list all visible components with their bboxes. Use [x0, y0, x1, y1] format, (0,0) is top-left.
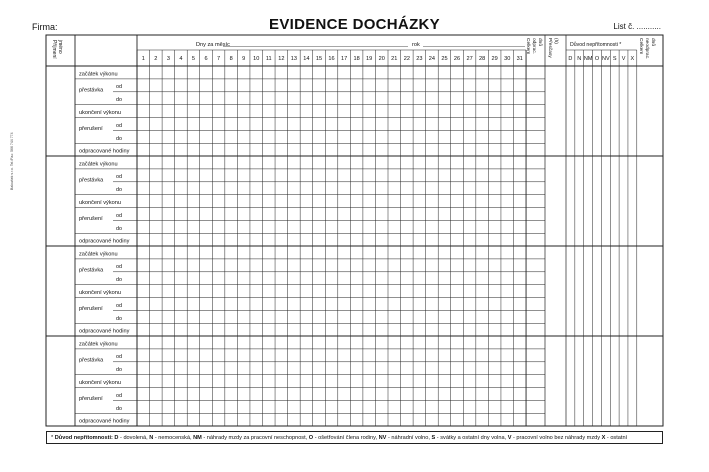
footer-code-d: D [114, 435, 119, 441]
footer-code-s: S [431, 435, 436, 441]
page-title: EVIDENCE DOCHÁZKY [269, 16, 440, 33]
day-number-31: 31 [516, 56, 523, 62]
row-worked-hours-label: odpracované hodiny [79, 418, 130, 425]
row-break-label: přestávka [79, 357, 104, 364]
row-end-label: ukončení výkonu [79, 200, 121, 206]
absence-code-o: O [594, 56, 600, 62]
absence-code-s: S [612, 56, 617, 62]
footer-text-x: - ostatní [605, 435, 628, 441]
day-number-9: 9 [242, 56, 246, 62]
day-number-29: 29 [491, 56, 498, 62]
row-end-label: ukončení výkonu [79, 110, 121, 116]
row-interrupt-label: přerušení [79, 306, 103, 312]
row-start-label: začátek výkonu [79, 71, 118, 78]
total-unworked-header: Celkem [638, 38, 643, 55]
absence-code-nm: NM [583, 56, 593, 62]
name-header: Příjmení [51, 40, 57, 59]
day-number-13: 13 [290, 56, 297, 62]
footer-star: * [51, 435, 54, 441]
day-number-1: 1 [141, 56, 145, 62]
total-unworked-header: dnů [650, 38, 655, 47]
row-end-label: ukončení výkonu [79, 380, 121, 386]
day-number-20: 20 [378, 56, 385, 62]
footer-text-nv: - náhradní volno, [386, 435, 432, 441]
row-interrupt-label: přerušení [79, 396, 103, 402]
day-number-12: 12 [278, 56, 285, 62]
row-from-label: od [116, 264, 122, 271]
footer-text-o: - ošetřování člena rodiny, [313, 435, 379, 441]
row-break-label: přestávka [79, 87, 104, 94]
row-interrupt-label: přerušení [79, 216, 103, 222]
day-number-23: 23 [416, 56, 423, 62]
row-from-label: od [116, 302, 122, 309]
footer-code-v: V [507, 435, 512, 441]
name-header-2: jméno [57, 40, 63, 54]
row-worked-hours-label: odpracované hodiny [79, 148, 130, 155]
total-worked-header: odprac. [531, 38, 536, 54]
day-number-19: 19 [366, 56, 373, 62]
day-number-25: 25 [441, 56, 448, 62]
row-end-label: ukončení výkonu [79, 290, 121, 296]
day-number-11: 11 [265, 56, 272, 62]
total-worked-header: Celkem [525, 38, 530, 55]
footer-legend [46, 431, 663, 444]
footer-text-d: - dovolená, [118, 435, 150, 441]
firma-label: Firma: [32, 22, 58, 32]
row-to-label: do [116, 405, 122, 412]
row-from-label: od [116, 122, 122, 129]
row-worked-hours-label: odpracované hodiny [79, 238, 130, 245]
footer-code-nm: NM [193, 435, 202, 441]
row-break-label: přestávka [79, 177, 104, 184]
row-to-label: do [116, 97, 122, 104]
footer-text-n: - nemocenská, [153, 435, 194, 441]
publisher-note: Baloušek s.r.o. Tel./Fax: 566 744 774 [10, 132, 14, 190]
footer-text-v: - pracovní volno bez náhrady mzdy [511, 435, 602, 441]
footer-text-s: - svátky a ostatní dny volna, [435, 435, 508, 441]
row-to-label: do [116, 225, 122, 232]
absence-code-d: D [568, 56, 573, 62]
row-from-label: od [116, 84, 122, 91]
row-from-label: od [116, 392, 122, 399]
overtime-header: (h) [553, 38, 558, 44]
day-number-26: 26 [453, 56, 461, 62]
day-number-8: 8 [229, 56, 233, 62]
row-from-label: od [116, 212, 122, 219]
absence-label: Důvod nepřítomnosti * [570, 42, 622, 48]
days-label: Dny za měsíc [196, 42, 230, 48]
row-break-label: přestávka [79, 267, 104, 274]
day-number-7: 7 [217, 56, 221, 62]
day-number-21: 21 [391, 56, 398, 62]
overtime-header: Přesčasy [547, 38, 552, 58]
year-label: rok [412, 42, 420, 48]
day-number-16: 16 [328, 56, 335, 62]
day-number-18: 18 [353, 56, 360, 62]
day-number-14: 14 [303, 56, 310, 62]
absence-code-n: N [577, 56, 582, 62]
row-to-label: do [116, 367, 122, 374]
table-frame [46, 35, 663, 426]
day-number-4: 4 [179, 56, 183, 62]
footer-code-n: N [149, 435, 154, 441]
day-number-2: 2 [154, 56, 158, 62]
row-to-label: do [116, 135, 122, 142]
row-start-label: začátek výkonu [79, 341, 118, 348]
day-number-15: 15 [315, 56, 323, 62]
day-number-27: 27 [466, 56, 473, 62]
row-from-label: od [116, 174, 122, 181]
footer-text-nm: - náhrady mzdy za pracovní neschopnost, [201, 435, 309, 441]
row-start-label: začátek výkonu [79, 251, 118, 258]
day-number-17: 17 [340, 56, 348, 62]
day-number-24: 24 [428, 56, 436, 62]
absence-code-x: X [630, 56, 635, 62]
row-to-label: do [116, 277, 122, 284]
absence-code-v: V [621, 56, 626, 62]
footer-code-x: X [601, 435, 606, 441]
day-number-5: 5 [191, 56, 196, 62]
day-number-3: 3 [166, 56, 170, 62]
footer-code-nv: NV [378, 435, 387, 441]
total-unworked-header: neodprac. [644, 38, 649, 60]
day-number-6: 6 [204, 56, 208, 62]
list-number-label: List č. ........... [613, 22, 661, 31]
row-to-label: do [116, 315, 122, 322]
day-number-30: 30 [504, 56, 511, 62]
day-number-28: 28 [479, 56, 486, 62]
footer-code-o: O [308, 435, 314, 441]
row-start-label: začátek výkonu [79, 161, 118, 168]
day-number-22: 22 [403, 56, 410, 62]
row-worked-hours-label: odpracované hodiny [79, 328, 130, 335]
absence-code-nv: NV [602, 56, 610, 62]
footer-heading: Důvod nepřítomnosti: [54, 435, 113, 441]
row-to-label: do [116, 187, 122, 194]
row-from-label: od [116, 354, 122, 361]
total-worked-header: dnů [537, 38, 542, 47]
day-number-10: 10 [253, 56, 260, 62]
row-interrupt-label: přerušení [79, 126, 103, 132]
